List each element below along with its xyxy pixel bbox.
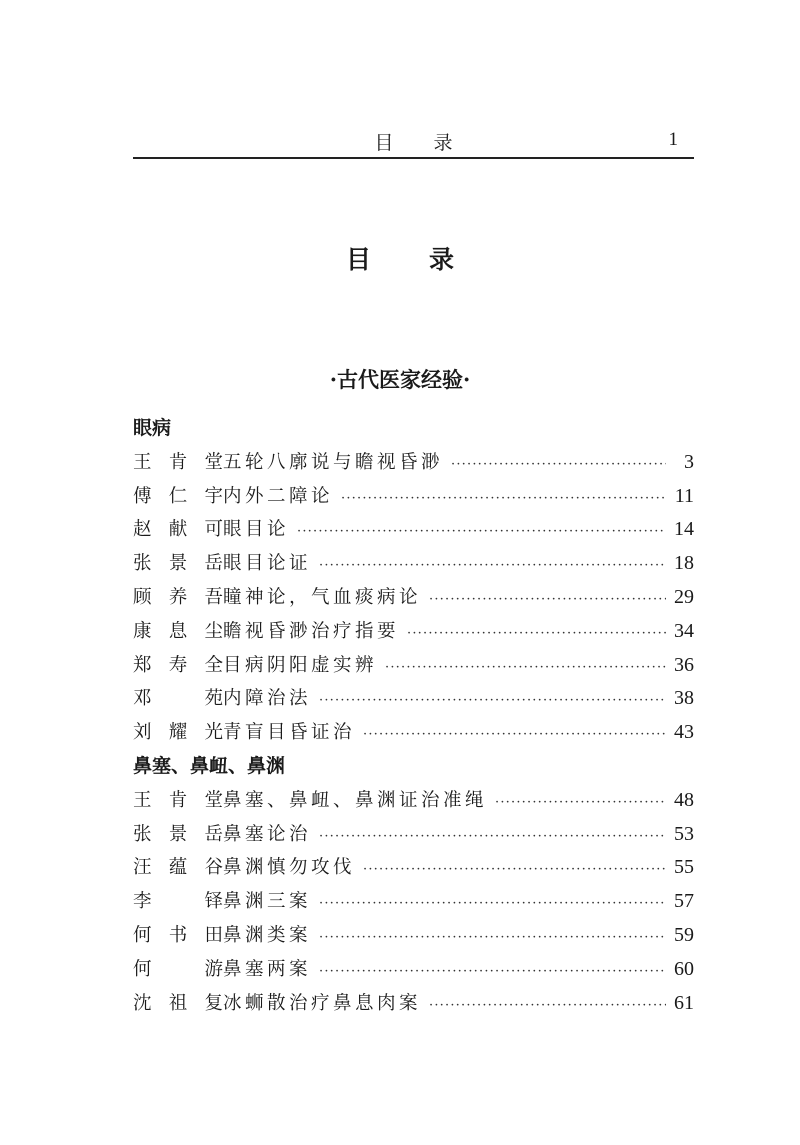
header-rule <box>133 157 694 159</box>
toc-entry-author <box>133 682 223 716</box>
toc-entry-author <box>133 818 223 852</box>
toc-entry-page-number: 3 <box>684 450 694 473</box>
author-char <box>175 885 181 919</box>
author-char: 铎 <box>204 891 223 913</box>
toc-entry-page-number: 29 <box>674 585 694 608</box>
toc-entry-title: 鼻渊三案 <box>223 891 312 913</box>
toc-entry-title: 鼻塞论治 <box>223 823 312 845</box>
author-char: 傅 <box>133 485 152 507</box>
toc-entry-page-number: 55 <box>674 856 694 879</box>
toc-entry-page-number: 59 <box>674 923 694 946</box>
author-char <box>175 682 181 716</box>
dot-leader <box>341 482 666 516</box>
author-char: 可 <box>204 519 223 541</box>
toc-entry-page-number: 61 <box>674 991 694 1014</box>
author-char: 谷 <box>204 857 223 879</box>
toc-entry[interactable] <box>133 480 694 514</box>
toc-entry-title: 眼目论 <box>223 519 290 541</box>
author-char: 岳 <box>204 823 223 845</box>
toc-entry[interactable] <box>133 987 694 1021</box>
author-char: 堂 <box>204 789 223 811</box>
toc-entry[interactable] <box>133 547 694 581</box>
author-char: 息 <box>168 620 188 642</box>
author-char: 游 <box>204 958 223 980</box>
dot-leader <box>319 684 666 718</box>
author-char: 蕴 <box>168 857 188 879</box>
toc-entry[interactable] <box>133 446 694 480</box>
author-char: 仁 <box>168 485 188 507</box>
toc-entry-page-number: 48 <box>674 788 694 811</box>
author-char: 张 <box>133 553 152 575</box>
running-head-page-number: 1 <box>668 129 678 150</box>
toc-entry[interactable] <box>133 513 694 547</box>
author-char: 岳 <box>204 553 223 575</box>
dot-leader <box>363 718 666 752</box>
toc-entry-author <box>133 851 223 885</box>
toc-entry-page-number: 53 <box>674 822 694 845</box>
toc-entry-title: 鼻渊慎勿攻伐 <box>223 857 356 879</box>
toc-group-heading: 鼻塞、鼻衄、鼻渊 <box>133 754 286 777</box>
toc-entry-page-number: 36 <box>674 653 694 676</box>
toc-entry-page-number: 38 <box>674 687 694 710</box>
dot-leader <box>429 583 666 617</box>
author-char: 郑 <box>133 654 152 676</box>
dot-leader <box>319 887 666 921</box>
author-char: 全 <box>204 654 223 676</box>
author-char: 王 <box>133 451 152 473</box>
author-char: 张 <box>133 823 152 845</box>
toc-entry-page-number: 34 <box>674 619 694 642</box>
author-char: 养 <box>168 586 188 608</box>
toc-entry-author <box>133 885 223 919</box>
toc-entry[interactable] <box>133 851 694 885</box>
author-char: 复 <box>204 992 223 1014</box>
toc-entry-author <box>133 547 223 581</box>
toc-entry[interactable] <box>133 919 694 953</box>
toc-entry-page-number: 14 <box>674 518 694 541</box>
author-char: 赵 <box>133 519 152 541</box>
toc-entry-author <box>133 446 223 480</box>
toc-entry[interactable] <box>133 885 694 919</box>
running-head <box>133 126 694 156</box>
dot-leader <box>429 989 666 1023</box>
author-char: 苑 <box>204 688 223 710</box>
toc-entry-page-number: 11 <box>674 484 694 507</box>
toc-entry-author <box>133 987 223 1021</box>
author-char: 沈 <box>133 992 152 1014</box>
toc-entry-page-number: 60 <box>674 957 694 980</box>
toc-entry-author <box>133 615 223 649</box>
toc-entry[interactable] <box>133 682 694 716</box>
dot-leader <box>451 448 666 482</box>
table-of-contents <box>133 412 694 1020</box>
author-char: 何 <box>133 958 152 980</box>
toc-entry-title: 目病阴阳虚实辨 <box>223 654 378 676</box>
toc-entry[interactable] <box>133 953 694 987</box>
toc-entry-author <box>133 716 223 750</box>
dot-leader <box>495 786 666 820</box>
toc-entry-title: 鼻渊类案 <box>223 924 312 946</box>
author-char: 邓 <box>133 688 152 710</box>
dot-leader <box>319 820 666 854</box>
author-char: 祖 <box>168 992 188 1014</box>
author-char: 李 <box>133 891 152 913</box>
toc-entry-page-number: 43 <box>674 721 694 744</box>
author-char: 刘 <box>133 722 152 744</box>
dot-leader <box>319 549 666 583</box>
author-char: 书 <box>168 924 188 946</box>
toc-entry-title: 眼目论证 <box>223 553 312 575</box>
toc-entry-author <box>133 649 223 683</box>
toc-entry-title: 瞳神论，气血痰病论 <box>223 586 422 608</box>
toc-entry[interactable] <box>133 716 694 750</box>
author-char: 何 <box>133 924 152 946</box>
author-char <box>175 953 181 987</box>
section-title: ·古代医家经验· <box>329 367 471 392</box>
author-char: 汪 <box>133 857 152 879</box>
toc-entry-title: 内外二障论 <box>223 485 334 507</box>
toc-entry-title: 鼻塞两案 <box>223 958 312 980</box>
toc-entry-author <box>133 953 223 987</box>
author-char: 尘 <box>204 620 223 642</box>
author-char: 景 <box>168 823 188 845</box>
toc-entry-author <box>133 480 223 514</box>
author-char: 肯 <box>168 789 188 811</box>
toc-entry[interactable] <box>133 581 694 615</box>
author-char: 田 <box>204 924 223 946</box>
author-char: 王 <box>133 789 152 811</box>
dot-leader <box>319 921 666 955</box>
toc-entry[interactable] <box>133 615 694 649</box>
toc-group-heading: 眼病 <box>133 417 172 439</box>
author-char: 宇 <box>204 485 223 507</box>
dot-leader <box>407 617 666 651</box>
toc-entry-title: 鼻塞、鼻衄、鼻渊证治准绳 <box>223 789 488 811</box>
toc-entry[interactable] <box>133 649 694 683</box>
toc-entry-author <box>133 784 223 818</box>
toc-entry-author <box>133 513 223 547</box>
author-char: 光 <box>204 722 223 744</box>
author-char: 顾 <box>133 586 152 608</box>
running-head-title: 目录 <box>374 132 493 154</box>
dot-leader <box>363 853 666 887</box>
author-char: 吾 <box>204 586 223 608</box>
toc-entry-title: 五轮八廓说与瞻视昏渺 <box>223 451 444 473</box>
dot-leader <box>319 955 666 989</box>
author-char: 耀 <box>168 722 188 744</box>
toc-entry-title: 冰蛳散治疗鼻息肉案 <box>223 992 422 1014</box>
toc-entry-title: 内障治法 <box>223 688 312 710</box>
author-char: 康 <box>133 620 152 642</box>
author-char: 寿 <box>168 654 188 676</box>
toc-entry-page-number: 18 <box>674 552 694 575</box>
toc-entry[interactable] <box>133 818 694 852</box>
author-char: 肯 <box>168 451 188 473</box>
dot-leader <box>297 515 666 549</box>
page-title: 目录 <box>345 245 512 274</box>
toc-entry-author <box>133 919 223 953</box>
author-char: 景 <box>168 553 188 575</box>
toc-entry-author <box>133 581 223 615</box>
author-char: 献 <box>168 519 188 541</box>
toc-entry-page-number: 57 <box>674 890 694 913</box>
toc-entry-title: 青盲目昏证治 <box>223 722 356 744</box>
author-char: 堂 <box>204 451 223 473</box>
toc-entry-title: 瞻视昏渺治疗指要 <box>223 620 400 642</box>
dot-leader <box>385 651 666 685</box>
toc-entry[interactable] <box>133 784 694 818</box>
